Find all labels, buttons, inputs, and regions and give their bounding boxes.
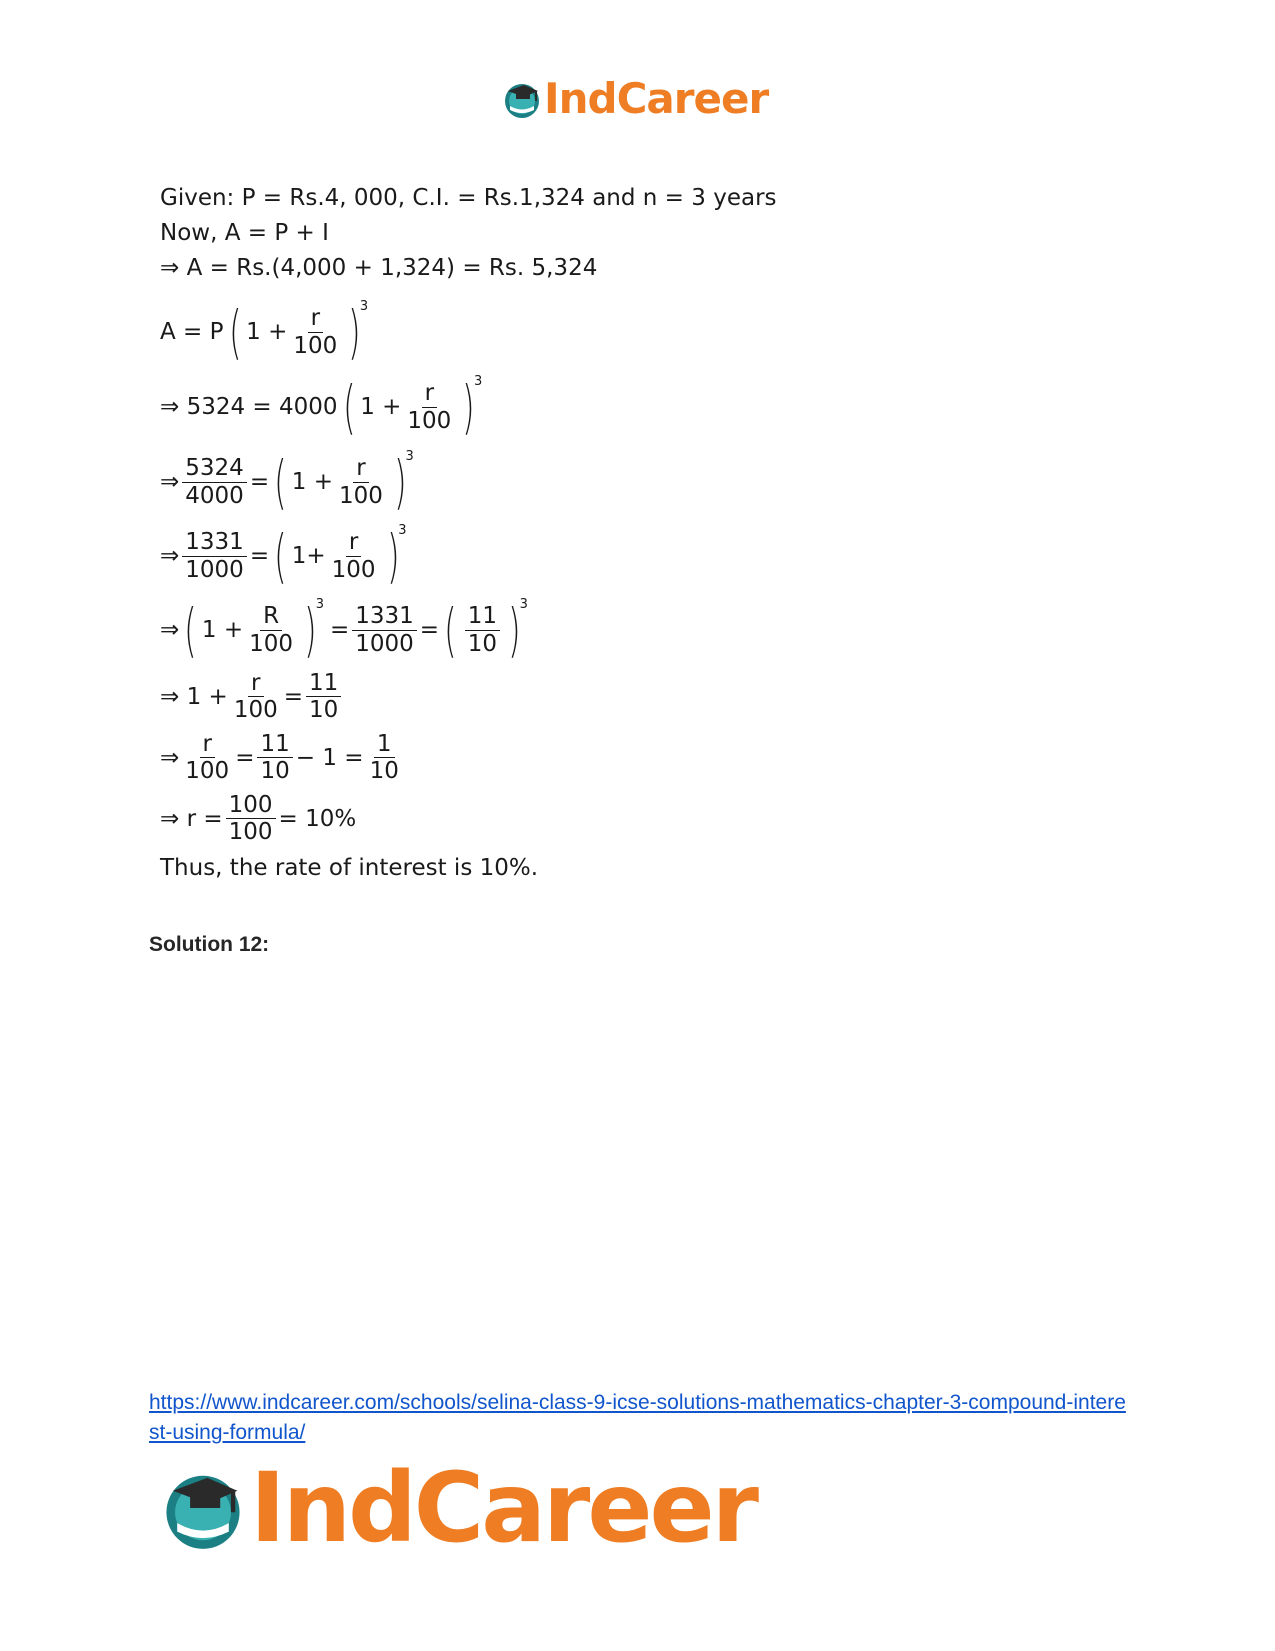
- math-text: Thus, the rate of interest is 10%.: [160, 855, 539, 881]
- solution-heading: Solution 12:: [149, 933, 270, 956]
- graduation-cap-globe-icon: [502, 79, 542, 119]
- math-line-substitute: [160, 373, 483, 441]
- math-text: ⇒ r =: [160, 805, 223, 832]
- math-text: ⇒: [160, 617, 180, 643]
- math-text: =: [235, 744, 255, 771]
- fraction: $\frac{1331}{1000}$: [182, 530, 247, 581]
- fraction: $\frac{r}{100}$: [407, 380, 452, 434]
- indcareer-logo-bottom: [160, 1452, 756, 1564]
- math-text: − 1 =: [295, 744, 364, 771]
- math-text: ⇒: [160, 469, 180, 495]
- graduation-cap-globe-icon: [160, 1465, 246, 1551]
- math-line-given: [160, 185, 777, 211]
- paren-group: ( 1+ $\frac{r}{100}$ ) $^3$: [274, 522, 407, 590]
- math-text: =: [249, 543, 270, 569]
- math-text: 1+: [291, 543, 326, 569]
- math-text: ⇒: [160, 744, 180, 771]
- fraction: $\frac{r}{100}$: [331, 529, 376, 583]
- fraction: $\frac{1}{10}$: [369, 731, 399, 785]
- fraction: $\frac{11}{10}$: [306, 671, 341, 722]
- math-line-cube: [160, 596, 528, 664]
- math-text: =: [419, 617, 440, 643]
- math-text: Now, A = P + I: [160, 220, 329, 246]
- indcareer-logo-top: [502, 74, 769, 123]
- paren-group: ( 1 + $\frac{r}{100}$ ) $^3$: [274, 448, 414, 516]
- logo-wordmark: IndCareer: [544, 74, 769, 123]
- fraction: $\frac{5324}{4000}$: [182, 456, 247, 507]
- math-text: ⇒ 1 +: [160, 683, 228, 710]
- math-text: 1 +: [201, 617, 244, 643]
- paren-group: ( $\frac{11}{10}$ ) $^3$: [444, 596, 528, 664]
- math-text: ⇒: [160, 543, 180, 569]
- fraction: $\frac{R}{100}$: [249, 603, 294, 657]
- math-line-ratio: [160, 448, 414, 516]
- math-text: Given: P = Rs.4, 000, C.I. = Rs.1,324 and n = 3 years: [160, 185, 777, 211]
- math-line-amount: [160, 255, 597, 281]
- fraction: $\frac{r}{100}$: [233, 670, 278, 724]
- paren-group: ( 1 + $\frac{r}{100}$ ) $^3$: [342, 373, 483, 441]
- math-text: =: [329, 617, 350, 643]
- math-text: A = P: [160, 319, 224, 345]
- math-text: ⇒ A = Rs.(4,000 + 1,324) = Rs. 5,324: [160, 255, 598, 281]
- math-line-conclusion: [160, 855, 538, 881]
- paren-group: ( 1 + $\frac{r}{100}$ ) $^3$: [228, 298, 369, 366]
- fraction: $\frac{r}{100}$: [185, 731, 230, 785]
- math-line-simplified: [160, 522, 407, 590]
- fraction: $\frac{100}{100}$: [226, 793, 276, 844]
- paren-group: ( 1 + $\frac{R}{100}$ ) $^3$: [184, 596, 324, 664]
- math-line-cube-root: [160, 671, 344, 722]
- fraction: $\frac{r}{100}$: [338, 455, 383, 509]
- math-text: 1 +: [291, 469, 333, 495]
- logo-wordmark: IndCareer: [250, 1452, 756, 1564]
- fraction: $\frac{r}{100}$: [293, 305, 338, 359]
- math-line-result: [160, 793, 356, 844]
- math-line-now: [160, 220, 329, 246]
- math-text: 1 +: [246, 319, 288, 345]
- math-line-subtract: [160, 732, 405, 783]
- fraction: $\frac{1331}{1000}$: [352, 604, 417, 655]
- math-text: = 10%: [278, 805, 357, 832]
- math-text: 1 +: [360, 394, 402, 420]
- math-text: ⇒ 5324 = 4000: [160, 394, 338, 420]
- fraction: $\frac{11}{10}$: [465, 604, 500, 655]
- source-link[interactable]: https://www.indcareer.com/schools/selina-class-9-icse-solutions-mathematics-chapter-3-compound-interest-using-formula/: [149, 1391, 1126, 1444]
- math-text: =: [249, 469, 270, 495]
- math-text: =: [283, 683, 303, 710]
- math-line-formula: [160, 298, 369, 366]
- fraction: $\frac{11}{10}$: [257, 732, 292, 783]
